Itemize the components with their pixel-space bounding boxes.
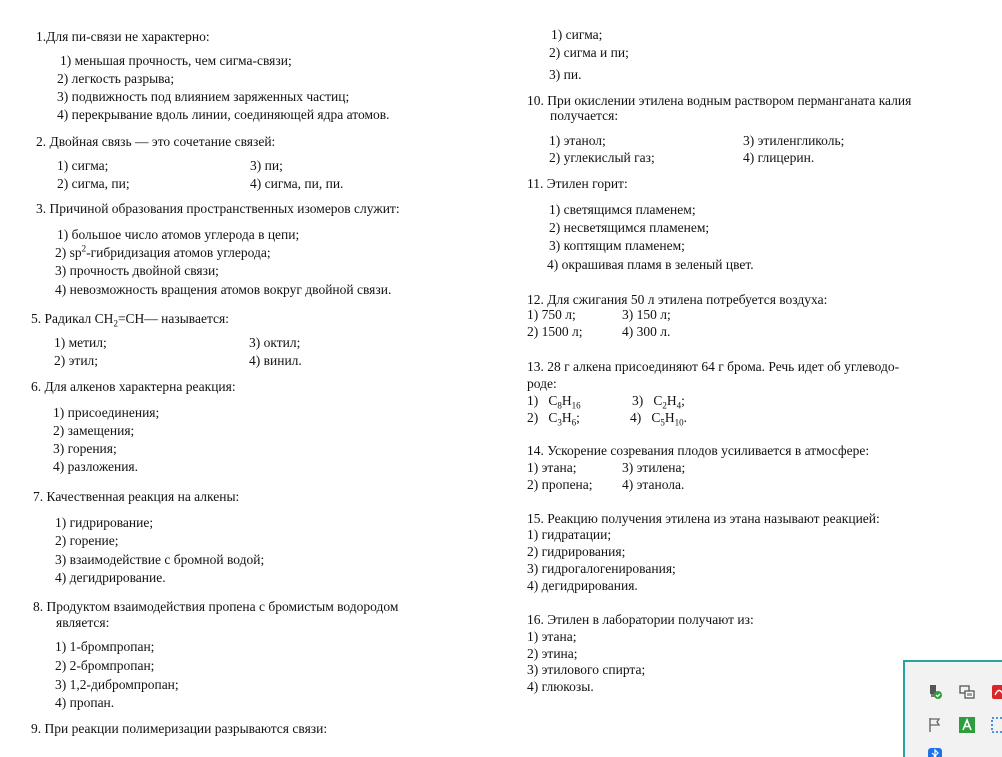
answer-option: 3) пи; [250, 158, 283, 173]
answer-option: 1) 1-бромпропан; [55, 639, 155, 654]
question-title: 11. Этилен горит: [527, 176, 628, 191]
answer-option: 3) $C_2H_4$; [632, 393, 685, 411]
answer-option: 2) несветящимся пламенем; [549, 220, 710, 235]
usb-eject-icon[interactable] [927, 684, 943, 700]
flag-icon[interactable] [927, 717, 943, 733]
question-title: 3. Причиной образования пространственных изомеров служит: [36, 201, 400, 216]
question-title-continued: роде: [527, 376, 557, 391]
question-title: 5. Радикал $CH_2=CH—$ называется: [31, 311, 229, 329]
answer-option: 1) гидратации; [527, 527, 612, 542]
answer-option: 2) $C_3H_6$; [527, 410, 580, 428]
answer-option: 4) окрашивая пламя в зеленый цвет. [547, 257, 754, 272]
answer-option: 4) глицерин. [743, 150, 815, 165]
answer-option: 2) сигма, пи; [57, 176, 130, 191]
answer-option: 2) гидрирования; [527, 544, 626, 559]
answer-option: 4) винил. [249, 353, 302, 368]
answer-option: 3) пи. [549, 67, 582, 82]
question-title: 7. Качественная реакция на алкены: [33, 489, 240, 504]
answer-option: 2) углекислый газ; [549, 150, 655, 165]
answer-option: 4) этанола. [622, 477, 685, 492]
question-title: 1.Для пи-связи не характерно: [36, 29, 210, 44]
answer-option: 3) взаимодействие с бромной водой; [55, 552, 265, 567]
answer-option: 2) горение; [55, 533, 119, 548]
question-title: 10. При окислении этилена водным раствором перманганата калия [527, 93, 912, 108]
answer-option: 2) 2-бромпропан; [55, 658, 155, 673]
answer-option: 3) прочность двойной связи; [55, 263, 219, 278]
answer-option: 2) замещения; [53, 423, 135, 438]
pdf-icon[interactable] [991, 684, 1002, 700]
answer-option: 3) 1,2-дибромпропан; [55, 677, 179, 692]
answer-option: 1) этанол; [549, 133, 606, 148]
answer-option: 1) этана; [527, 460, 577, 475]
network-icon[interactable] [959, 684, 975, 700]
answer-option: 1) меньшая прочность, чем сигма-связи; [60, 53, 292, 68]
answer-option: 3) горения; [53, 441, 117, 456]
answer-option: 1) большое число атомов углерода в цепи; [57, 227, 300, 242]
tray-overflow-panel [903, 660, 1002, 757]
answer-option: 1) гидрирование; [55, 515, 154, 530]
answer-option: 2) пропена; [527, 477, 593, 492]
question-title: 12. Для сжигания 50 л этилена потребуется воздуха: [527, 292, 828, 307]
answer-option: 3) гидрогалогенирования; [527, 561, 676, 576]
question-title: 6. Для алкенов характерна реакция: [31, 379, 236, 394]
answer-option: 1) сигма; [551, 27, 603, 42]
answer-option: 4) перекрывание вдоль линии, соединяющей ядра атомов. [57, 107, 390, 122]
question-title-continued: является: [56, 615, 110, 630]
answer-option: 1) присоединения; [53, 405, 160, 420]
answer-option: 1) 750 л; [527, 307, 576, 322]
text-a-icon[interactable] [959, 717, 975, 733]
question-title: 8. Продуктом взаимодействия пропена с бромистым водородом [33, 599, 399, 614]
answer-option: 4) $C_5H_{10}$. [630, 410, 688, 428]
answer-option: 4) глюкозы. [527, 679, 594, 694]
answer-option: 4) разложения. [53, 459, 139, 474]
answer-option: 4) пропан. [55, 695, 115, 710]
answer-option: 1) светящимся пламенем; [549, 202, 696, 217]
answer-option: 3) этилена; [622, 460, 686, 475]
answer-option: 3) этилового спирта; [527, 662, 646, 677]
answer-option: 4) сигма, пи, пи. [250, 176, 344, 191]
answer-option: 4) 300 л. [622, 324, 671, 339]
question-title-continued: получается: [550, 108, 619, 123]
question-title: 9. При реакции полимеризации разрываются связи: [31, 721, 328, 736]
answer-option: 2) легкость разрыва; [57, 71, 175, 86]
answer-option: 2) 1500 л; [527, 324, 583, 339]
answer-option: 4) дегидрирование. [55, 570, 166, 585]
question-title: 13. 28 г алкена присоединяют 64 г брома. Речь идет об углеводо- [527, 359, 900, 374]
bluetooth-icon[interactable] [927, 748, 943, 757]
question-title: 16. Этилен в лаборатории получают из: [527, 612, 754, 627]
answer-option: 3) подвижность под влиянием заряженных частиц; [57, 89, 350, 104]
answer-option: 3) коптящим пламенем; [549, 238, 685, 253]
answer-option: 1) метил; [54, 335, 107, 350]
answer-option: 2) $sp^2$-гибридизация атомов углерода; [55, 243, 271, 260]
answer-option: 4) дегидрирования. [527, 578, 638, 593]
answer-option: 1) $C_8H_{16}$ [527, 393, 581, 411]
screenshot-icon[interactable] [991, 717, 1002, 733]
answer-option: 3) 150 л; [622, 307, 671, 322]
answer-option: 1) сигма; [57, 158, 109, 173]
answer-option: 3) октил; [249, 335, 301, 350]
question-title: 2. Двойная связь — это сочетание связей: [36, 134, 276, 149]
answer-option: 4) невозможность вращения атомов вокруг двойной связи. [55, 282, 392, 297]
answer-option: 3) этиленгликоль; [743, 133, 845, 148]
question-title: 14. Ускорение созревания плодов усиливается в атмосфере: [527, 443, 870, 458]
question-title: 15. Реакцию получения этилена из этана называют реакцией: [527, 511, 880, 526]
answer-option: 1) этана; [527, 629, 577, 644]
answer-option: 2) этина; [527, 646, 578, 661]
answer-option: 2) сигма и пи; [549, 45, 629, 60]
answer-option: 2) этил; [54, 353, 99, 368]
